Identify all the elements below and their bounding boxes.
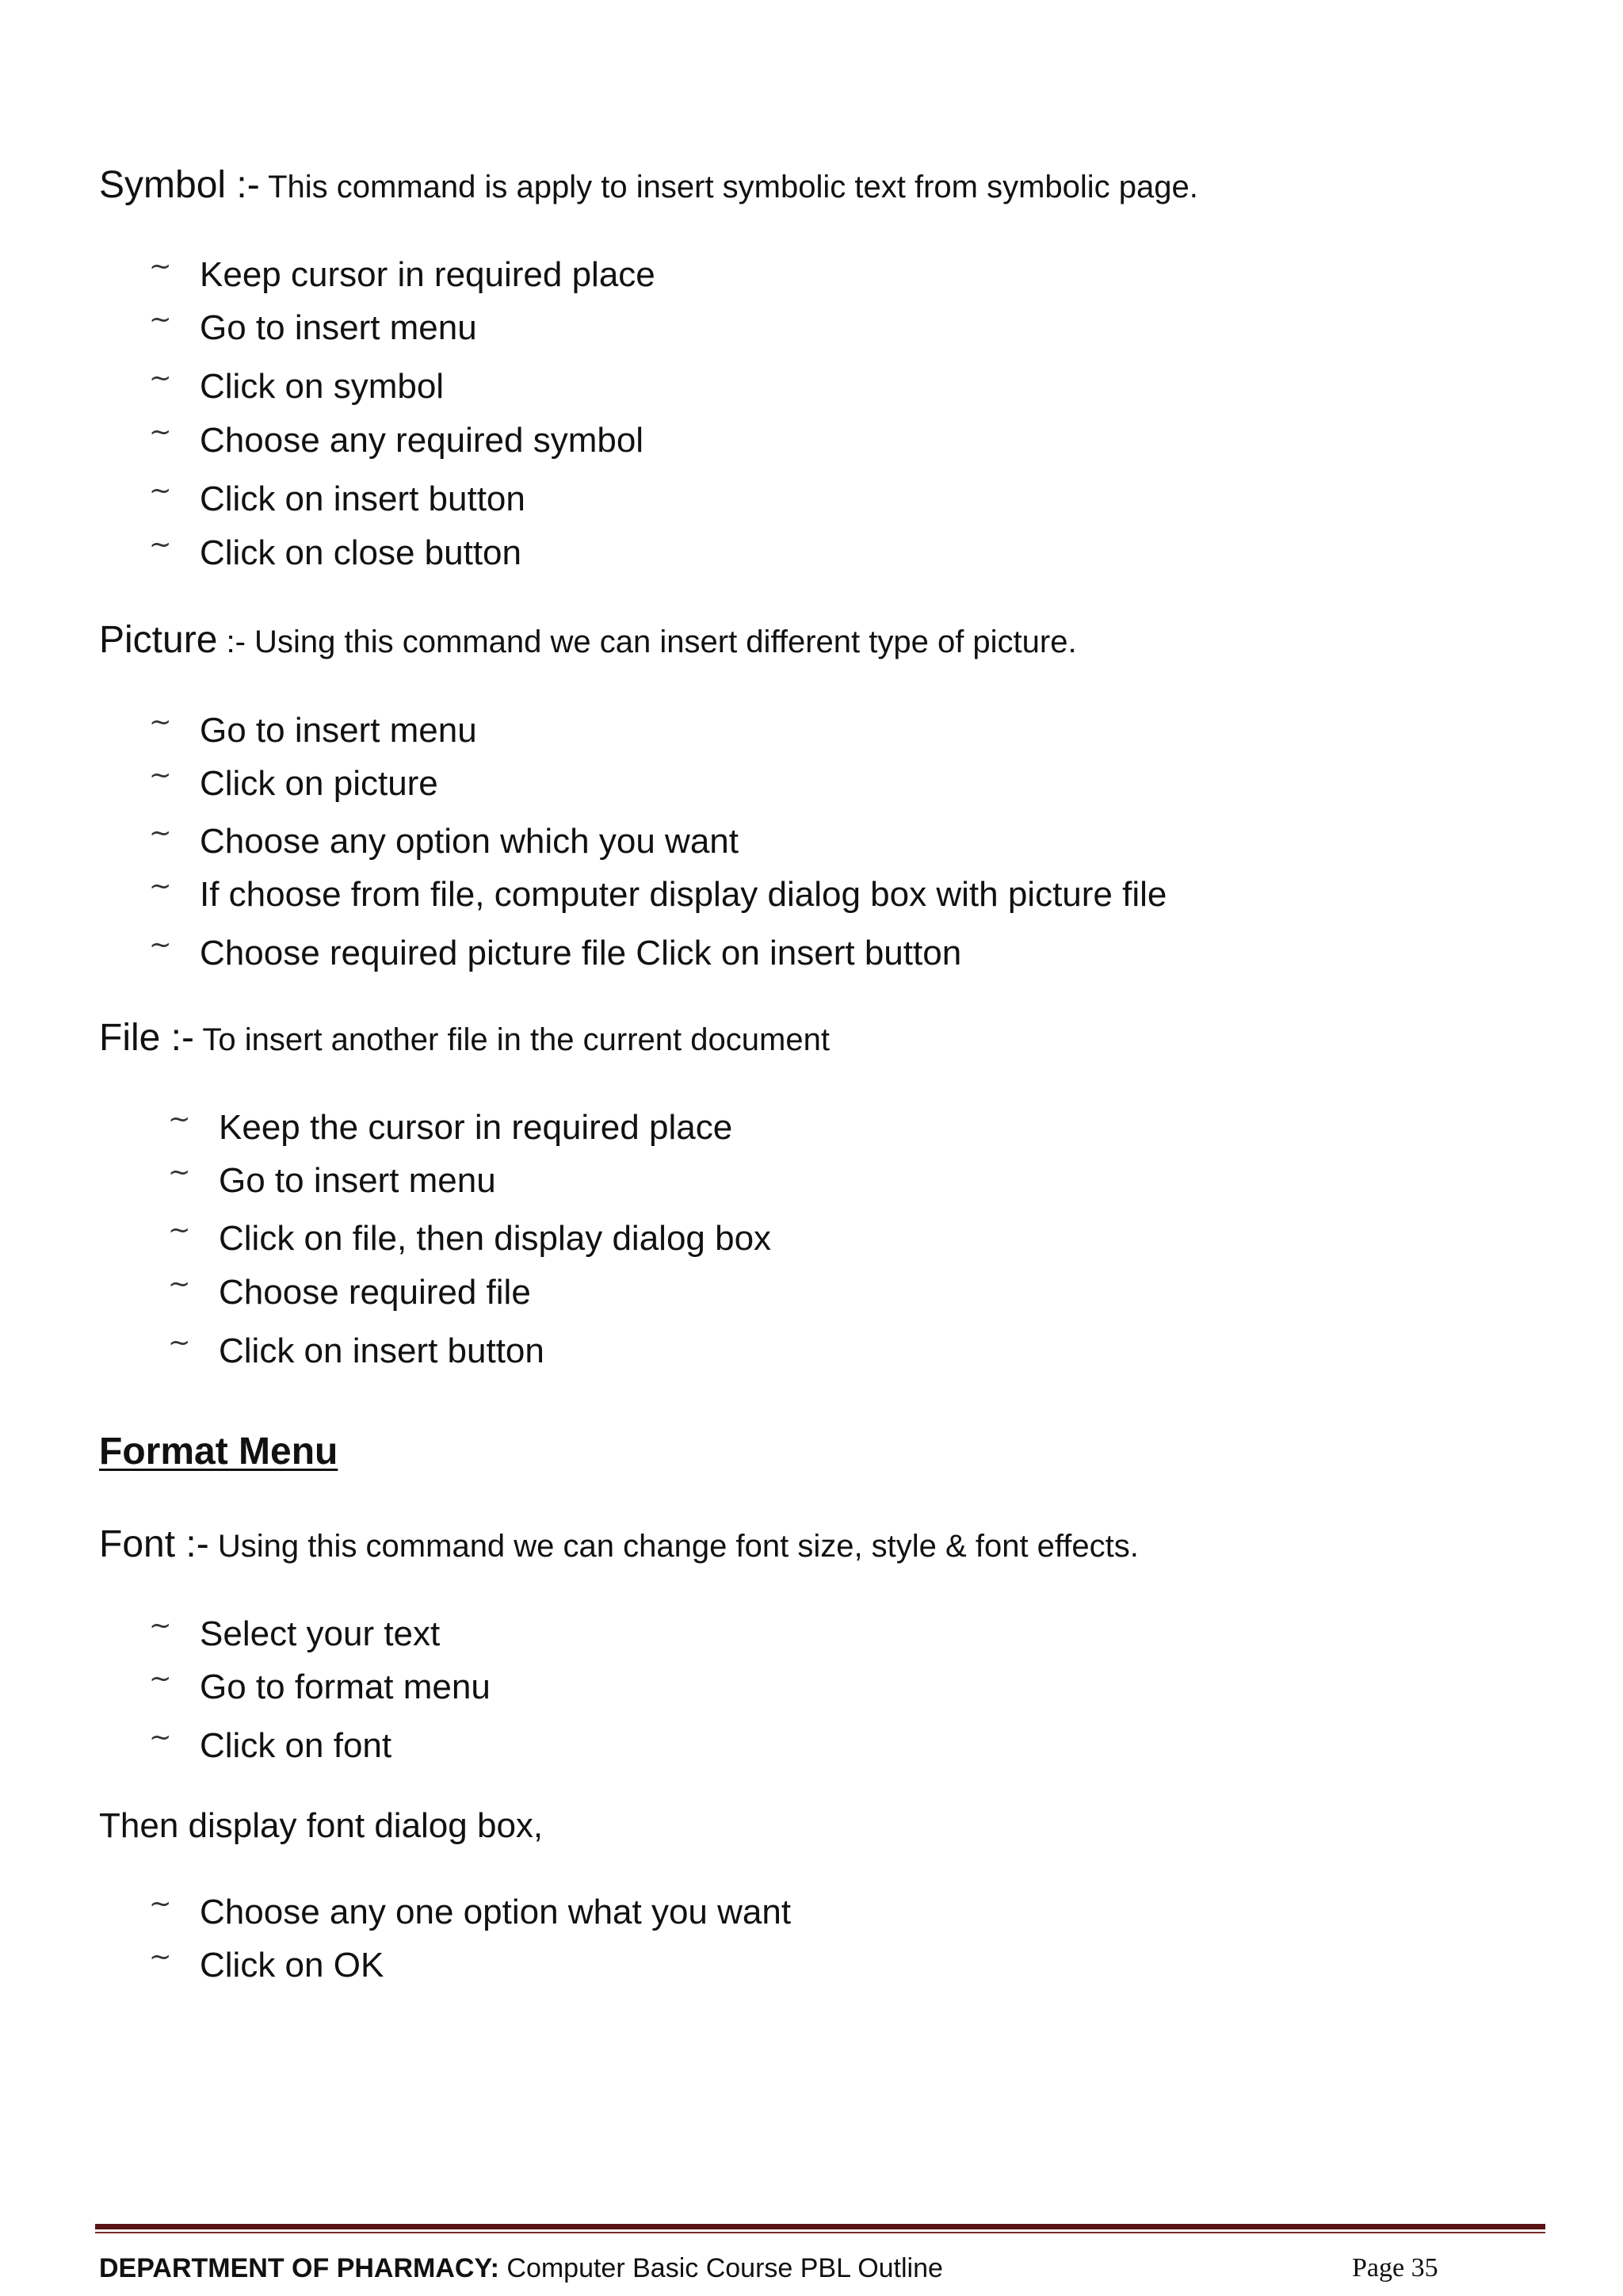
tilde-bullet-icon: ~ [149, 706, 172, 738]
footer-text [99, 2255, 1446, 2282]
tilde-bullet-icon: ~ [149, 304, 172, 335]
tilde-bullet-icon: ~ [149, 475, 172, 506]
symbol-heading [99, 166, 1198, 204]
tilde-bullet-icon: ~ [168, 1214, 191, 1246]
tilde-bullet-icon: ~ [149, 929, 172, 961]
picture-heading [99, 621, 1077, 659]
tilde-bullet-icon: ~ [149, 1941, 172, 1973]
tilde-bullet-icon: ~ [149, 817, 172, 849]
tilde-bullet-icon: ~ [149, 759, 172, 791]
font-dialog-note: Then display font dialog box, [99, 1806, 544, 1845]
font-heading [99, 1523, 1139, 1565]
font-description: Using this command we can change font size, style & font effects. [208, 1529, 1139, 1564]
tilde-bullet-icon: ~ [168, 1268, 191, 1300]
file-term: File :- [99, 1017, 194, 1059]
symbol-term: Symbol :- [99, 164, 260, 206]
font-term: Font :- [99, 1523, 209, 1565]
tilde-bullet-icon: ~ [149, 362, 172, 394]
footer-divider-thin [95, 2232, 1545, 2233]
tilde-bullet-icon: ~ [149, 870, 172, 902]
symbol-description: This command is apply to insert symbolic text from symbolic page. [259, 170, 1198, 204]
format-menu-title: Format Menu [99, 1431, 338, 1473]
footer-divider [95, 2224, 1545, 2229]
picture-description: :- Using this command we can insert different type of picture. [217, 625, 1077, 659]
tilde-bullet-icon: ~ [168, 1156, 191, 1188]
file-description: To insert another file in the current document [194, 1022, 830, 1057]
tilde-bullet-icon: ~ [149, 1610, 172, 1641]
document-page: Symbol :- This command is apply to insert symbolic text from symbolic page. ~ Keep cursor in required place ~ Go to insert menu ~ Click on symbol ~ Choose any required symbol ~ Click on insert button ~ Click on close button Picture :- Using this command we can insert different type of picture. ~ Go to insert menu ~ Click on picture ~ Choose any option which you want ~ If choose from file, computer display dialog box with picture file ~ Choose required picture file Click on insert button File :- To insert another file in the current document ~ Keep the cursor in required place ~ Go to insert menu ~ Click on file, then display dialog box ~ Choose required file ~ Click on insert button Format Menu Font :- Using this command we can change font size, style & font effects. ~ Select your text ~ Go to format menu ~ Click on font Then display font dialog box, ~ Choose any one option what you want ~ Click on OK DEPARTMENT OF PHARMACY: Computer Basic Course PBL Outline Page 35 [0, 0, 1623, 2296]
tilde-bullet-icon: ~ [149, 416, 172, 448]
footer-department: DEPARTMENT OF PHARMACY: [99, 2253, 499, 2283]
footer-course: Computer Basic Course PBL Outline [498, 2253, 943, 2283]
tilde-bullet-icon: ~ [168, 1327, 191, 1358]
tilde-bullet-icon: ~ [149, 529, 172, 560]
tilde-bullet-icon: ~ [149, 1663, 172, 1694]
tilde-bullet-icon: ~ [168, 1103, 191, 1135]
file-heading [99, 1019, 830, 1057]
tilde-bullet-icon: ~ [149, 1721, 172, 1753]
tilde-bullet-icon: ~ [149, 250, 172, 282]
page-number: Page 35 [1352, 2253, 1438, 2283]
tilde-bullet-icon: ~ [149, 1888, 172, 1920]
picture-term: Picture [99, 619, 218, 661]
